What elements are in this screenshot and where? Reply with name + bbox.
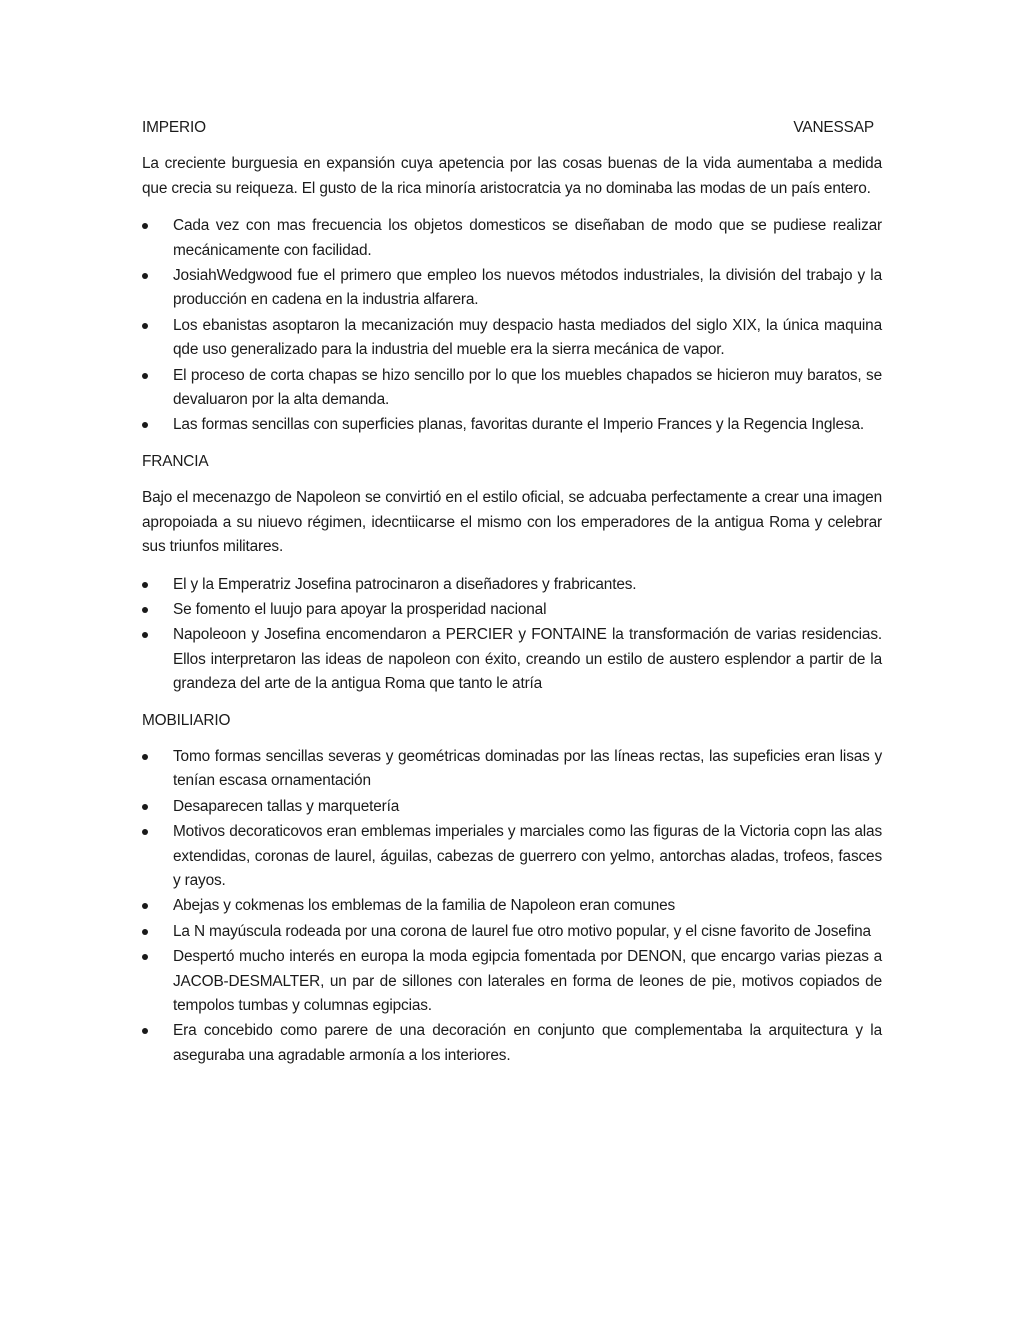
list-item: Las formas sencillas con superficies planas, favoritas durante el Imperio Frances y la Regencia Inglesa. bbox=[142, 413, 882, 437]
bullet-icon bbox=[142, 223, 148, 229]
bullet-icon bbox=[142, 323, 148, 329]
list-item: Abejas y cokmenas los emblemas de la familia de Napoleon eran comunes bbox=[142, 894, 882, 918]
list-item: Despertó mucho interés en europa la moda egipcia fomentada por DENON, que encargo varias piezas a JACOB-DESMALTER, un par de sillones con laterales en forma de leones de pie, motivos copiados de tempolos tumbas y columnas egipcias. bbox=[142, 945, 882, 1018]
list-item: Desaparecen tallas y marquetería bbox=[142, 795, 882, 819]
bullet-icon bbox=[142, 273, 148, 279]
bullet-icon bbox=[142, 954, 148, 960]
document-title: IMPERIO bbox=[142, 119, 206, 136]
bullet-icon bbox=[142, 903, 148, 909]
document-page bbox=[142, 116, 882, 1080]
bullet-icon bbox=[142, 607, 148, 613]
list-item: Era concebido como parere de una decoración en conjunto que complementaba la arquitectura y la aseguraba una agradable armonía a los interiores. bbox=[142, 1019, 882, 1068]
francia-paragraph: Bajo el mecenazgo de Napoleon se convirtió en el estilo oficial, se adcuaba perfectamente a crear una imagen apropoiada a su niuevo régimen, idecntiicarse el mismo con los emperadores de la antigua Roma y celebrar sus triunfos militares. bbox=[142, 489, 882, 556]
bullet-icon bbox=[142, 929, 148, 935]
mobiliario-bullet-list bbox=[142, 745, 882, 1068]
bullet-icon bbox=[142, 373, 148, 379]
bullet-icon bbox=[142, 804, 148, 810]
list-item: Tomo formas sencillas severas y geométricas dominadas por las líneas rectas, las supeficies eran lisas y tenían escasa ornamentación bbox=[142, 745, 882, 794]
intro-paragraph: La creciente burguesia en expansión cuya apetencia por las cosas buenas de la vida aumentaba a medida que crecia su reiqueza. El gusto de la rica minoría aristocratcia ya no dominaba las modas de un país entero. bbox=[142, 155, 882, 197]
list-item: Los ebanistas asoptaron la mecanización muy despacio hasta mediados del siglo XIX, la única maquina qde uso generalizado para la industria del mueble era la sierra mecánica de vapor. bbox=[142, 314, 882, 363]
document-header bbox=[142, 116, 882, 140]
francia-bullet-list bbox=[142, 573, 882, 697]
bullet-icon bbox=[142, 829, 148, 835]
list-item: Motivos decoraticovos eran emblemas imperiales y marciales como las figuras de la Victoria copn las alas extendidas, coronas de laurel, águilas, cabezas de guerrero con yelmo, antorchas aladas, trofeos, fasces y rayos. bbox=[142, 820, 882, 893]
bullet-icon bbox=[142, 1028, 148, 1034]
document-author: VANESSAP bbox=[793, 119, 874, 136]
section-heading-francia: FRANCIA bbox=[142, 452, 209, 470]
list-item: El proceso de corta chapas se hizo sencillo por lo que los muebles chapados se hicieron muy baratos, se devaluaron por la alta demanda. bbox=[142, 364, 882, 413]
bullet-icon bbox=[142, 754, 148, 760]
bullet-icon bbox=[142, 582, 148, 588]
bullet-icon bbox=[142, 422, 148, 428]
list-item: Cada vez con mas frecuencia los objetos domesticos se diseñaban de modo que se pudiese realizar mecánicamente con facilidad. bbox=[142, 214, 882, 263]
list-item: El y la Emperatriz Josefina patrocinaron a diseñadores y frabricantes. bbox=[142, 573, 882, 597]
list-item: JosiahWedgwood fue el primero que empleo los nuevos métodos industriales, la división del trabajo y la producción en cadena en la industria alfarera. bbox=[142, 264, 882, 313]
bullet-icon bbox=[142, 632, 148, 638]
list-item: Se fomento el luujo para apoyar la prosperidad nacional bbox=[142, 598, 882, 622]
section-heading-mobiliario: MOBILIARIO bbox=[142, 711, 231, 729]
list-item: La N mayúscula rodeada por una corona de laurel fue otro motivo popular, y el cisne favorito de Josefina bbox=[142, 920, 882, 944]
intro-bullet-list bbox=[142, 214, 882, 438]
list-item: Napoleoon y Josefina encomendaron a PERCIER y FONTAINE la transformación de varias residencias. Ellos interpretaron las ideas de napoleon con éxito, creando un estilo de austero esplendor a partir de la grandeza del arte de la antigua Roma que tanto le atría bbox=[142, 623, 882, 696]
